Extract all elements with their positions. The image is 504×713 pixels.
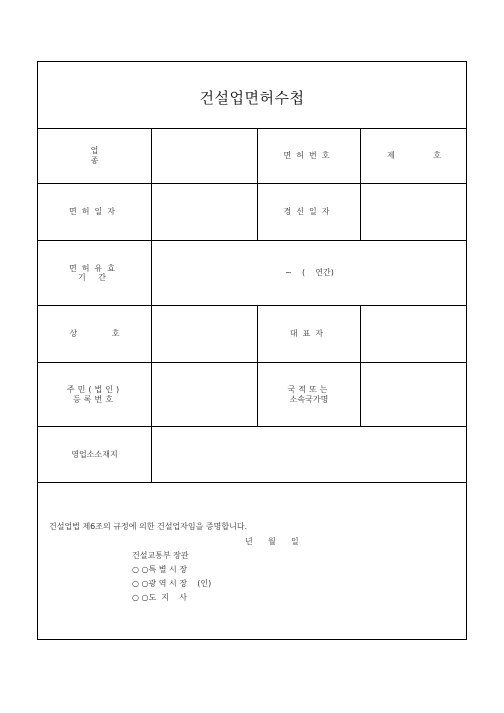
representative-label-cell [257,306,360,362]
resident-label-line1: 주민(법인) [66,385,123,395]
row-company [38,306,466,363]
page-title: 건설업면허수첩 [199,88,305,107]
validity-label-line2: 기 간 [78,273,111,282]
office-location-value-cell[interactable] [151,427,467,482]
row-license-date [38,184,466,241]
validity-label-cell [38,241,151,305]
company-label-cell [38,306,151,362]
representative-label: 대표자 [289,329,329,339]
authority-metro-city-mayor: ○ ○광 역 시 장 (인) [132,579,212,588]
validity-label-line1: 면허유효 [69,263,120,273]
nationality-label-cell [257,363,360,426]
date-line: 년 월 일 [245,537,299,546]
certification-statement [38,483,466,640]
nationality-label-line2: 소속국가명 [289,394,329,404]
row-industry [38,128,466,184]
title-row [38,62,466,129]
row-office-location [38,427,466,483]
license-date-label-cell [38,184,151,240]
row-validity [38,241,466,306]
authority-provincial-governor: ○ ○도 지 사 [132,593,187,602]
renewal-date-label: 경신일자 [283,207,335,217]
license-form [37,61,467,640]
license-number-value: 제 호 [387,150,459,160]
resident-label-line2: 등록번호 [73,394,116,404]
license-date-value-cell[interactable] [151,184,257,240]
industry-label-cell [38,128,151,183]
representative-value-cell[interactable] [360,306,467,362]
authority-minister: 건설교통부 장관 [132,551,189,560]
company-value-cell[interactable] [151,306,257,362]
license-number-label-cell [257,128,360,183]
company-label: 상 호 [69,329,136,339]
nationality-value-cell[interactable] [360,363,467,426]
office-location-label: 영업소소재지 [71,449,118,459]
authority-special-city-mayor: ○ ○특 별 시 장 [132,565,188,574]
license-number-value-cell[interactable] [360,128,467,183]
renewal-date-label-cell [257,184,360,240]
license-number-label: 면허번호 [283,150,335,160]
row-registration [38,363,466,427]
resident-value-cell[interactable] [151,363,257,426]
validity-value-cell[interactable] [151,241,467,305]
license-date-label: 면허일자 [69,207,120,217]
statement-text: 건설업법 제6조의 규정에 의한 건설업자임을 증명합니다. [49,522,248,531]
renewal-date-value-cell[interactable] [360,184,467,240]
industry-value-cell[interactable] [151,128,257,183]
office-location-label-cell [38,427,151,482]
nationality-label-line1: 국적또는 [287,385,331,395]
validity-value: ~ ( 연간) [285,268,334,278]
resident-label-cell [38,363,151,426]
industry-label: 업 종 [90,146,129,165]
